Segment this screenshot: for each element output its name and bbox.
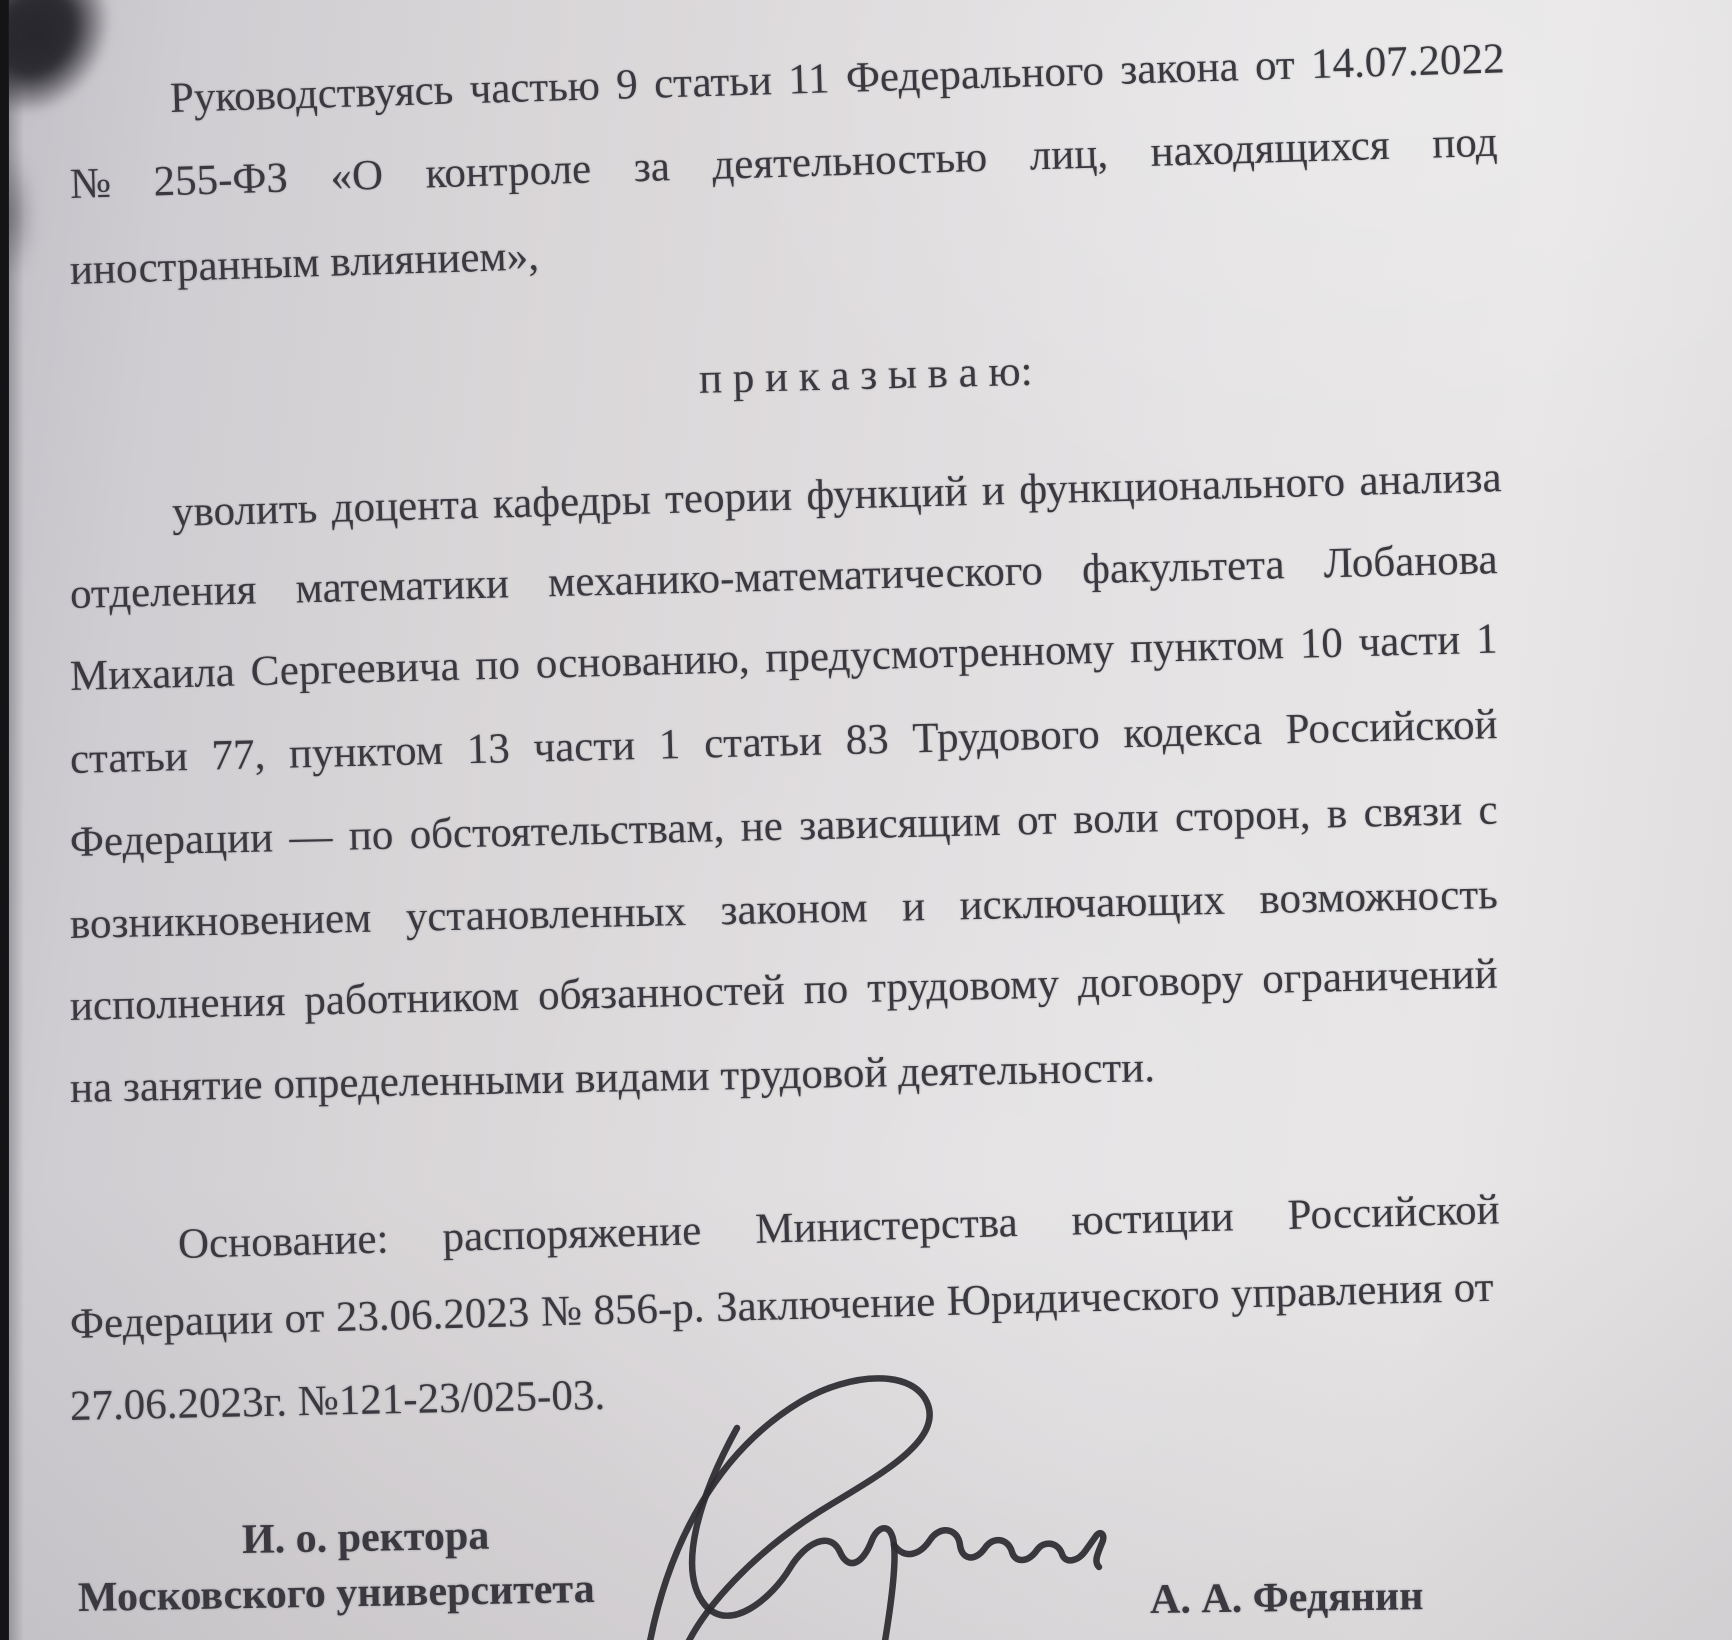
para2-line2: отделения математики механико-математического факультета Лобанова [69,536,1499,618]
para3-line1: Основание: распоряжение Министерства юстиции Российской [177,1186,1501,1268]
para2-line5: Федерации — по обстоятельствам, не зависящим от воли сторон, в связи с [69,786,1499,866]
signer-role-line1: И. о. ректора [241,1512,490,1563]
para2-line6: возникновением установленных законом и исключающих возможность [69,871,1499,948]
para1-line1: Руководствуясь частью 9 статьи 11 Федерального закона от 14.07.2022 [169,35,1506,122]
para2-line4: статьи 77, пунктом 13 части 1 статьи 83 Трудового кодекса Российской [69,701,1499,783]
signer-name: А. А. Федянин [1149,1573,1424,1623]
para1-line2: № 255-ФЗ «О контроле за деятельностью лиц, находящихся под [69,118,1499,208]
para2-line7: исполнения работником обязанностей по трудовому договору ограничений [69,950,1499,1030]
para3-line2: Федерации от 23.06.2023 № 856-р. Заключение Юридического управления от [69,1263,1495,1348]
para2-line1: уволить доцента кафедры теории функций и функционального анализа [171,454,1503,536]
signer-role-line2: Московского университета [77,1565,596,1621]
para2-line8: на занятие определенными видами трудовой деятельности. [69,1044,1156,1112]
para1-line3: иностранным влиянием», [69,232,540,294]
para2-line3: Михаила Сергеевича по основанию, предусмотренному пунктом 10 части 1 [69,615,1499,700]
para3-line3: 27.06.2023г. №121-23/025-03. [69,1371,606,1430]
order-keyword: п р и к а з ы в а ю: [698,347,1034,403]
photo-left-edge-shadow [8,0,24,1640]
